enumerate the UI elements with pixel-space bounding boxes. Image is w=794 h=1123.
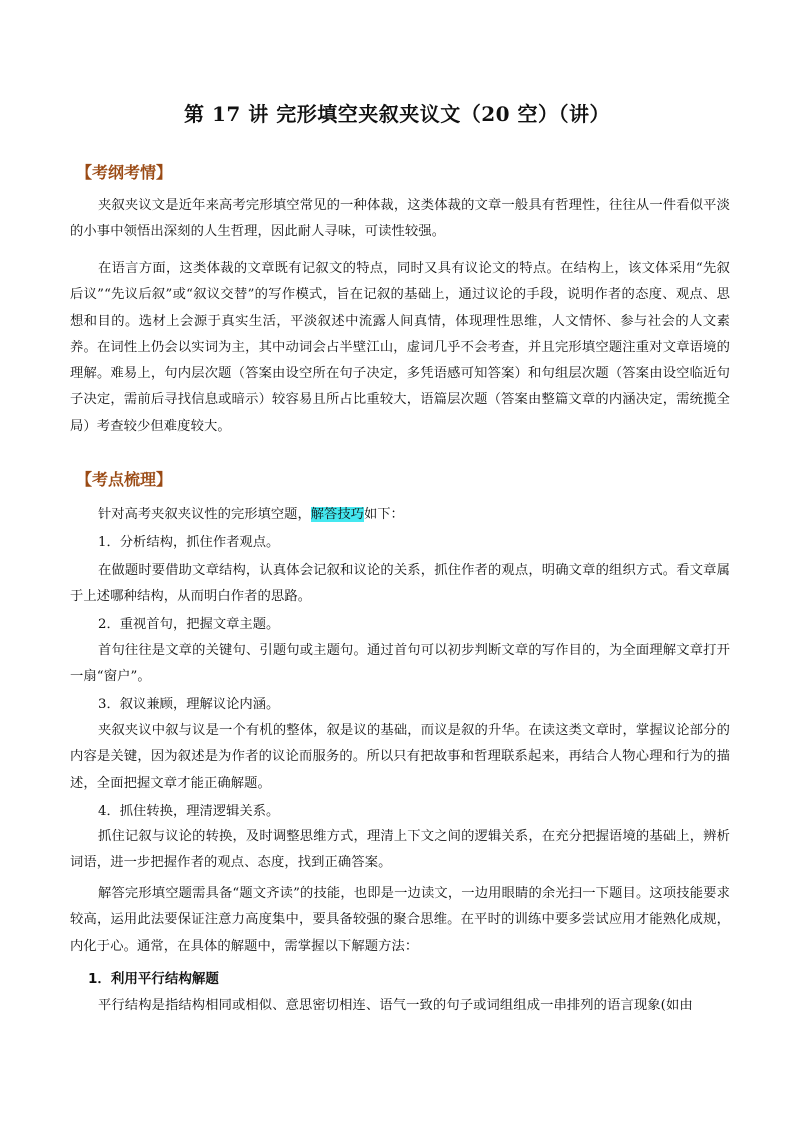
intro-tail-text: 如下： bbox=[363, 507, 404, 522]
point-3-body: 夹叙夹议中叙与议是一个有机的整体，叙是议的基础，而议是叙的升华。在读这类文章时，掌握议论部分的内容是关键，因为叙述是为作者的议论而服务的。所以只有把故事和哲理联系起来，再结合人物心理和行为的描述，全面把握文章才能正确解题。 bbox=[70, 723, 730, 791]
point-1-title: 1．分析结构，抓住作者观点。 bbox=[98, 535, 280, 550]
intro-text: 针对高考夹叙夹议性的完形填空题， bbox=[98, 507, 311, 522]
point-1-body: 在做题时要借助文章结构，认真体会记叙和议论的关系，抓住作者的观点，明确文章的组织方式。看文章属于上述哪种结构，从而明白作者的思路。 bbox=[70, 563, 730, 605]
method-1-title: 1．利用平行结构解题 bbox=[88, 971, 219, 987]
document-title: 第 17 讲 完形填空夹叙夹议文（20 空）（讲） bbox=[183, 102, 610, 126]
point-4-title: 4．抓住转换，理清逻辑关系。 bbox=[98, 804, 280, 819]
highlighted-text: 解答技巧 bbox=[310, 507, 364, 522]
paragraph-language-features: 在语言方面，这类体裁的文章既有记叙文的特点，同时又具有议论文的特点。在结构上，该文体采用“先叙后议”“先议后叙”或“叙议交替”的写作模式，旨在记叙的基础上，通过议论的手段，说明作者的态度、观点、思想和目的。选材上会源于真实生活，平淡叙述中流露人间真情，体现理性思维，人文情怀、参与社会的人文素养。在词性上仍会以实词为主，其中动词会占半壁江山，虚词几乎不会考查，并且完形填空题注重对文章语境的理解。难易上，句内层次题（答案由设空所在句子决定，多凭语感可知答案）和句组层次题（答案由设空临近句子决定，需前后寻找信息或暗示）较容易且所占比重较大，语篇层次题（答案由整篇文章的内涵决定，需统揽全局）考查较少但难度较大。 bbox=[70, 261, 730, 434]
point-3-title: 3．叙议兼顾，理解议论内涵。 bbox=[98, 697, 280, 712]
paragraph-techniques-intro bbox=[70, 502, 730, 528]
point-2-title: 2．重视首句，把握文章主题。 bbox=[98, 617, 280, 632]
point-4-body: 抓住记叙与议论的转换，及时调整思维方式，理清上下文之间的逻辑关系，在充分把握语境的基础上，辨析词语，进一步把握作者的观点、态度，找到正确答案。 bbox=[70, 829, 730, 871]
paragraph-intro: 夹叙夹议文是近年来高考完形填空常见的一种体裁，这类体裁的文章一般具有哲理性，往往从一件看似平淡的小事中领悟出深刻的人生哲理，因此耐人寻味，可读性较强。 bbox=[70, 198, 730, 240]
paragraph-method: 解答完形填空题需具备“题文齐读”的技能，也即是一边读文，一边用眼睛的余光扫一下题目。这项技能要求较高，运用此法要保证注意力高度集中，要具备较强的聚合思维。在平时的训练中要多尝试应用才能熟化成规，内化于心。通常，在具体的解题中，需掌握以下解题方法： bbox=[70, 886, 730, 954]
point-2-body: 首句往往是文章的关键句、引题句或主题句。通过首句可以初步判断文章的写作目的，为全面理解文章打开一扇“窗户”。 bbox=[70, 643, 730, 685]
method-1-body: 平行结构是指结构相同或相似、意思密切相连、语气一致的句子或词组组成一串排列的语言现象(如由 bbox=[98, 998, 693, 1013]
section-heading-points: 【考点梳理】 bbox=[76, 470, 173, 489]
section-heading-outline: 【考纲考情】 bbox=[76, 163, 173, 182]
